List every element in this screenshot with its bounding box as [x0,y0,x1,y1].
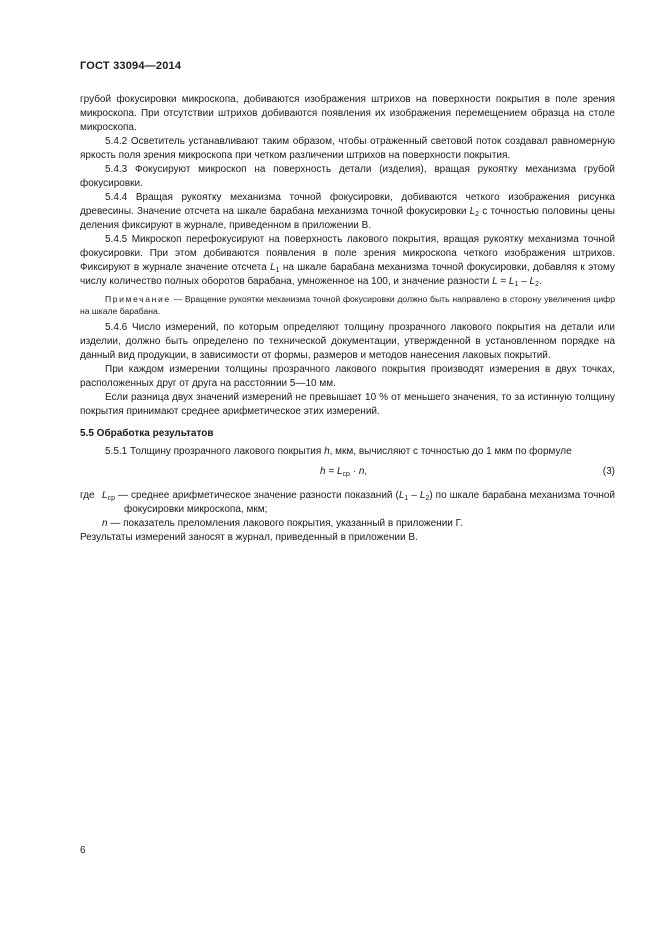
note-label: Примечание [105,294,171,304]
definition-n: n — показатель преломления лакового покрытия, указанный в приложении Г. [102,518,463,529]
note: Примечание — Вращение рукоятки механизма точной фокусировки должно быть направлено в сторону увеличения цифр на шкале барабана. [80,294,615,316]
formula: $h = L_{ср} \cdot n$, [320,466,368,478]
section-title: 5.5 Обработка результатов [80,428,214,439]
formula-number: (3) [602,466,615,477]
formula-row [80,463,615,483]
paragraph-5-4-4: 5.4.4 Вращая рукоятку механизма точной фокусировки, добиваются четкого изображения рисунка древесины. Значение отсчета на шкале барабана механизма точной фокусировки $L_2$ с точностью половины цены деления фиксируют в журнале, приведенном в приложении В. [80,192,615,231]
page-number: 6 [80,845,86,856]
paragraph-5-4-3: 5.4.3 Фокусируют микроскоп на поверхность детали (изделия), вращая рукоятку механизма грубой фокусировки. [80,164,615,189]
where-label: где [80,490,95,501]
document-body [80,93,615,545]
where-definitions [102,489,615,531]
page-header: ГОСТ 33094—2014 [80,60,182,72]
results-paragraph: Результаты измерений заносят в журнал, приведенный в приложении В. [80,532,418,543]
paragraph-continuation: грубой фокусировки микроскопа, добиваются изображения штрихов на поверхности покрытия в поле зрения микроскопа. При отсутствии штрихов добиваются появления их изображения перемещением образца на столе микроскопа. [80,94,615,133]
paragraph-5-4-5: 5.4.5 Микроскоп перефокусируют на поверхность лакового покрытия, вращая рукоятку механизма точной фокусировки. При этом добиваются появления в поле зрения микроскопа четкого изображения штрихов. Фиксируют в журнале значение отсчета $L_1$ на шкале барабана механизма точной фокусировки, добавляя к этому числу количество полных оборотов барабана, умноженное на 100, и значение разности $L = L_1 - L_2$. [80,234,615,288]
paragraph-measurement-points: При каждом измерении толщины прозрачного лакового покрытия производят измерения в двух точках, расположенных друг от друга на расстоянии 5—10 мм. [80,364,615,389]
definition-l-avg: $L_{ср}$ — среднее арифметическое значение разности показаний $(L_1 - L_2)$ по шкале барабана механизма точной фокусировки микроскопа, мкм; [102,490,615,515]
paragraph-5-4-6: 5.4.6 Число измерений, по которым определяют толщину прозрачного лакового покрытия на детали или изделии, должно быть определено по технической документации, утвержденной в установленном порядке на данный вид продукции, в зависимости от формы, размеров и методов нанесения лаковых покрытий. [80,322,615,361]
paragraph-5-5-1: 5.5.1 Толщину прозрачного лакового покрытия h, мкм, вычисляют с точностью до 1 мкм по формуле [105,446,572,457]
paragraph-measurement-difference: Если разница двух значений измерений не превышает 10 % от меньшего значения, то за истинную толщину покрытия принимают среднее арифметическое этих измерений. [80,392,615,417]
where-block [80,489,615,531]
paragraph-5-4-2: 5.4.2 Осветитель устанавливают таким образом, чтобы отраженный световой поток создавал равномерную яркость поля зрения микроскопа при четком различении штрихов на поверхности покрытия. [80,136,615,161]
